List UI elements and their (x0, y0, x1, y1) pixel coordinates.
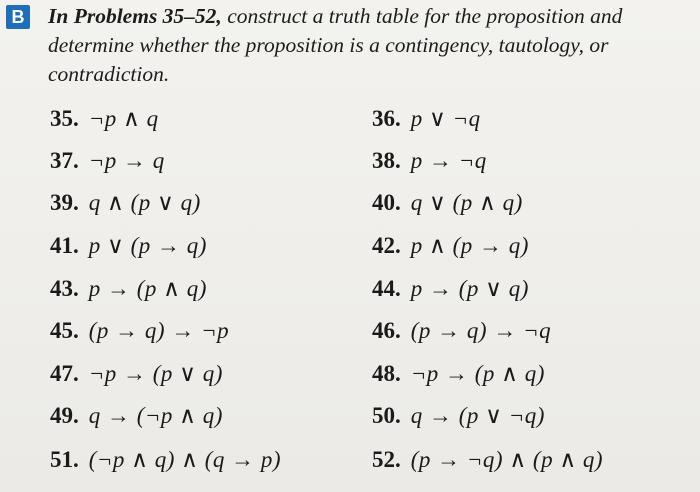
problem-expression: p ∨ ¬q (410, 106, 481, 131)
problem-42 (372, 231, 529, 261)
problem-48 (372, 359, 545, 389)
problem-number: 45. (50, 318, 79, 343)
problem-50 (372, 401, 545, 431)
problem-expression: ¬p → (p ∧ q) (410, 361, 545, 386)
problem-expression: p ∨ (p → q) (88, 233, 207, 258)
problem-number: 38. (372, 148, 401, 173)
problem-number: 37. (50, 148, 79, 173)
problem-number: 42. (372, 233, 401, 258)
problem-52 (372, 445, 603, 475)
problem-43 (50, 274, 207, 304)
problem-expression: p → (p ∧ q) (88, 276, 207, 301)
problem-38 (372, 146, 487, 176)
section-badge: B (6, 5, 30, 29)
instructions-lead: In Problems 35–52, (48, 4, 222, 28)
problem-number: 43. (50, 276, 79, 301)
problem-39 (50, 188, 201, 218)
problem-expression: p ∧ (p → q) (410, 233, 529, 258)
problem-expression: ¬p → (p ∨ q) (88, 361, 223, 386)
problem-expression: (p → ¬q) ∧ (p ∧ q) (410, 447, 604, 472)
problem-number: 46. (372, 318, 401, 343)
problem-number: 48. (372, 361, 401, 386)
problem-number: 39. (50, 190, 79, 215)
problem-expression: (p → q) → ¬q (410, 318, 552, 343)
problem-expression: (p → q) → ¬p (88, 318, 230, 343)
problem-number: 51. (50, 447, 79, 472)
problem-number: 44. (372, 276, 401, 301)
problem-number: 52. (372, 447, 401, 472)
problem-41 (50, 231, 207, 261)
problem-expression: ¬p ∧ q (88, 106, 159, 131)
problem-expression: (¬p ∧ q) ∧ (q → p) (88, 447, 282, 472)
problem-expression: p → ¬q (410, 148, 487, 173)
problem-number: 40. (372, 190, 401, 215)
instructions-body: construct a truth table for the proposition and determine whether the proposition is a contingency, tautology, or contradiction. (48, 4, 623, 86)
problem-number: 36. (372, 106, 401, 131)
problem-expression: p → (p ∨ q) (410, 276, 529, 301)
problem-37 (50, 146, 165, 176)
problem-expression: q → (p ∨ ¬q) (410, 403, 545, 428)
problem-46 (372, 316, 551, 346)
problem-expression: q ∧ (p ∨ q) (88, 190, 201, 215)
problem-44 (372, 274, 529, 304)
problem-expression: q ∨ (p ∧ q) (410, 190, 523, 215)
problem-40 (372, 188, 523, 218)
problem-number: 50. (372, 403, 401, 428)
problem-expression: q → (¬p ∧ q) (88, 403, 223, 428)
problem-number: 35. (50, 106, 79, 131)
problem-51 (50, 445, 281, 475)
problem-number: 41. (50, 233, 79, 258)
problem-49 (50, 401, 223, 431)
problem-expression: ¬p → q (88, 148, 165, 173)
problem-number: 49. (50, 403, 79, 428)
problem-45 (50, 316, 229, 346)
problem-47 (50, 359, 223, 389)
problem-35 (50, 104, 159, 134)
problem-36 (372, 104, 481, 134)
problem-number: 47. (50, 361, 79, 386)
